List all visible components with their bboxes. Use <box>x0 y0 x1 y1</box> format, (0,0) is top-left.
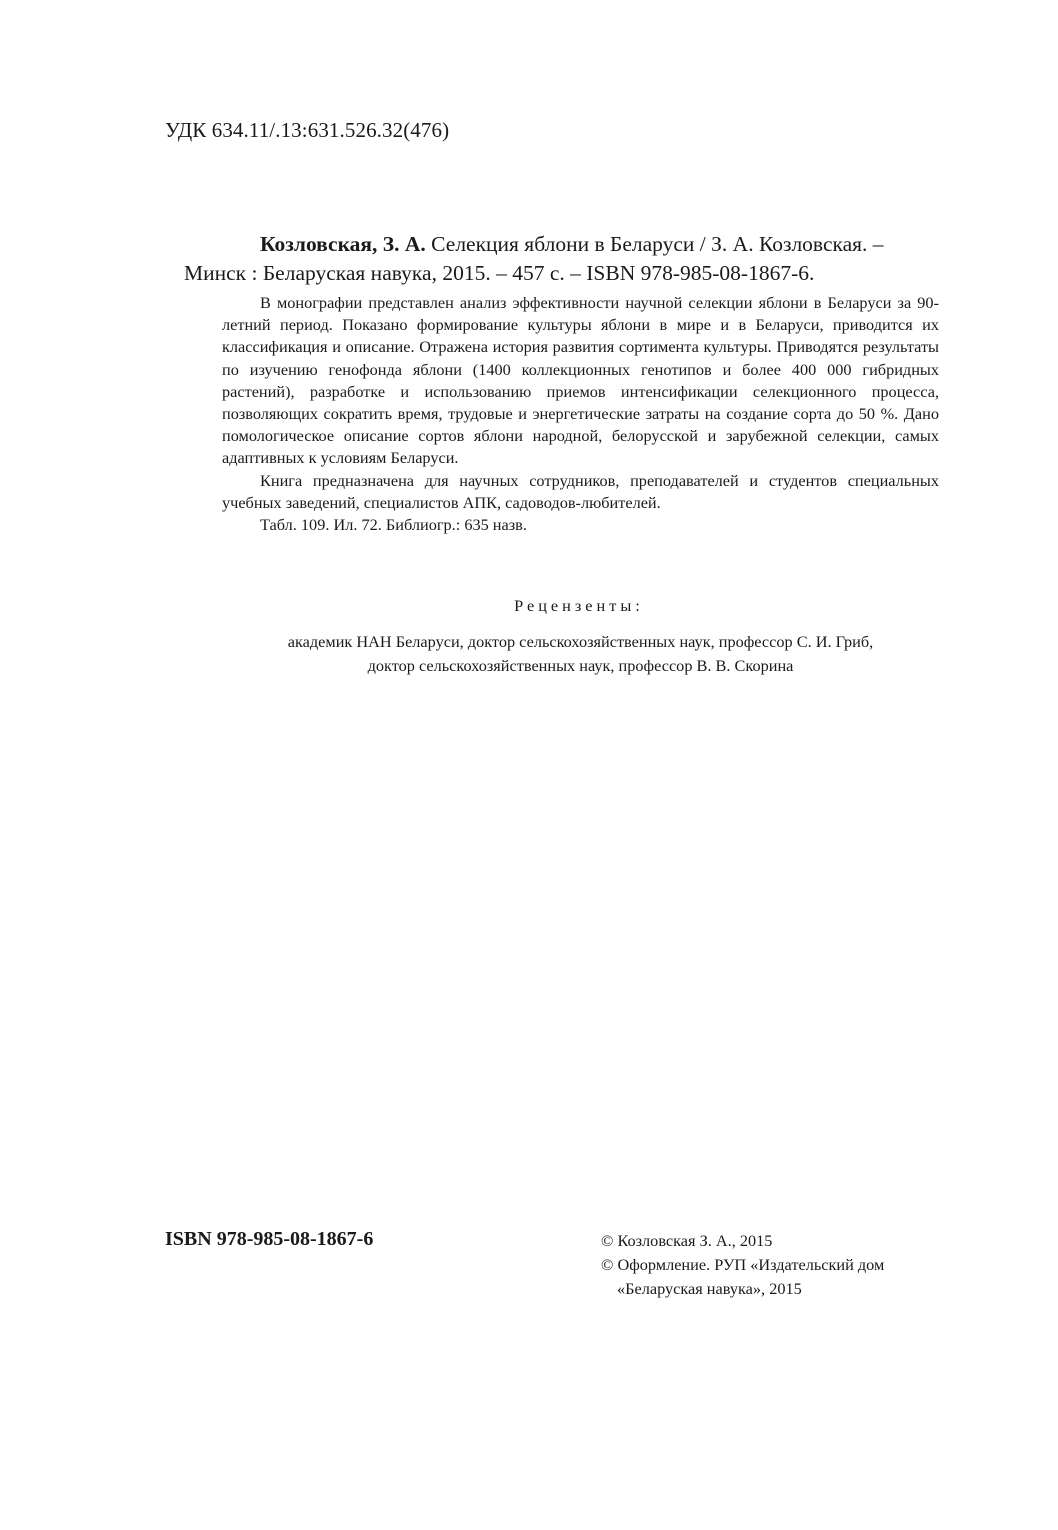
annotation-paragraph-2: Книга предназначена для научных сотрудников, преподавателей и студентов специальных учебных заведений, специалистов АПК, садоводов-любителей. <box>222 470 939 512</box>
copyright-publisher: «Беларуская навука», 2015 <box>617 1279 802 1298</box>
title-line-1: Селекция яблони в Беларуси / З. А. Козловская. – <box>425 232 884 256</box>
reviewers-title: Рецензенты: <box>514 596 644 615</box>
udk-code: УДК 634.11/.13:631.526.32(476) <box>165 118 450 142</box>
reviewer-1: академик НАН Беларуси, доктор сельскохозяйственных наук, профессор С. И. Гриб, <box>287 632 874 651</box>
annotation-paragraph-3: Табл. 109. Ил. 72. Библиогр.: 635 назв. <box>260 515 527 535</box>
title-line-2: Минск : Беларуская навука, 2015. – 457 с. – ISBN 978-985-08-1867-6. <box>184 261 815 285</box>
copyright-author: © Козловская З. А., 2015 <box>601 1231 773 1250</box>
reviewer-2: доктор сельскохозяйственных наук, профессор В. В. Скорина <box>367 656 794 675</box>
annotation-paragraph-1: В монографии представлен анализ эффективности научной селекции яблони в Беларуси за 90-летний период. Показано формирование культуры яблони в мире и в Беларуси, приводится их классификация и описание. Отражена история развития сортимента культуры. Приводятся результаты по изучению генофонда яблони (1400 коллекционных генотипов и более 400 000 гибридных растений), разработке и использованию приемов интенсификации селекционного процесса, позволяющих сократить время, трудовые и энергетические затраты на создание сорта до 50 %. Дано помологическое описание сортов яблони народной, белорусской и зарубежной селекции, самых адаптивных к условиям Беларуси. <box>222 293 939 468</box>
copyright-design: © Оформление. РУП «Издательский дом <box>601 1255 885 1274</box>
bibliographic-heading <box>184 230 939 288</box>
author-name: Козловская, З. А. <box>260 232 426 256</box>
copyright-block <box>601 1229 961 1301</box>
reviewers-list <box>222 630 939 678</box>
isbn-number: ISBN 978-985-08-1867-6 <box>165 1228 374 1250</box>
bibliographic-record <box>184 230 939 536</box>
